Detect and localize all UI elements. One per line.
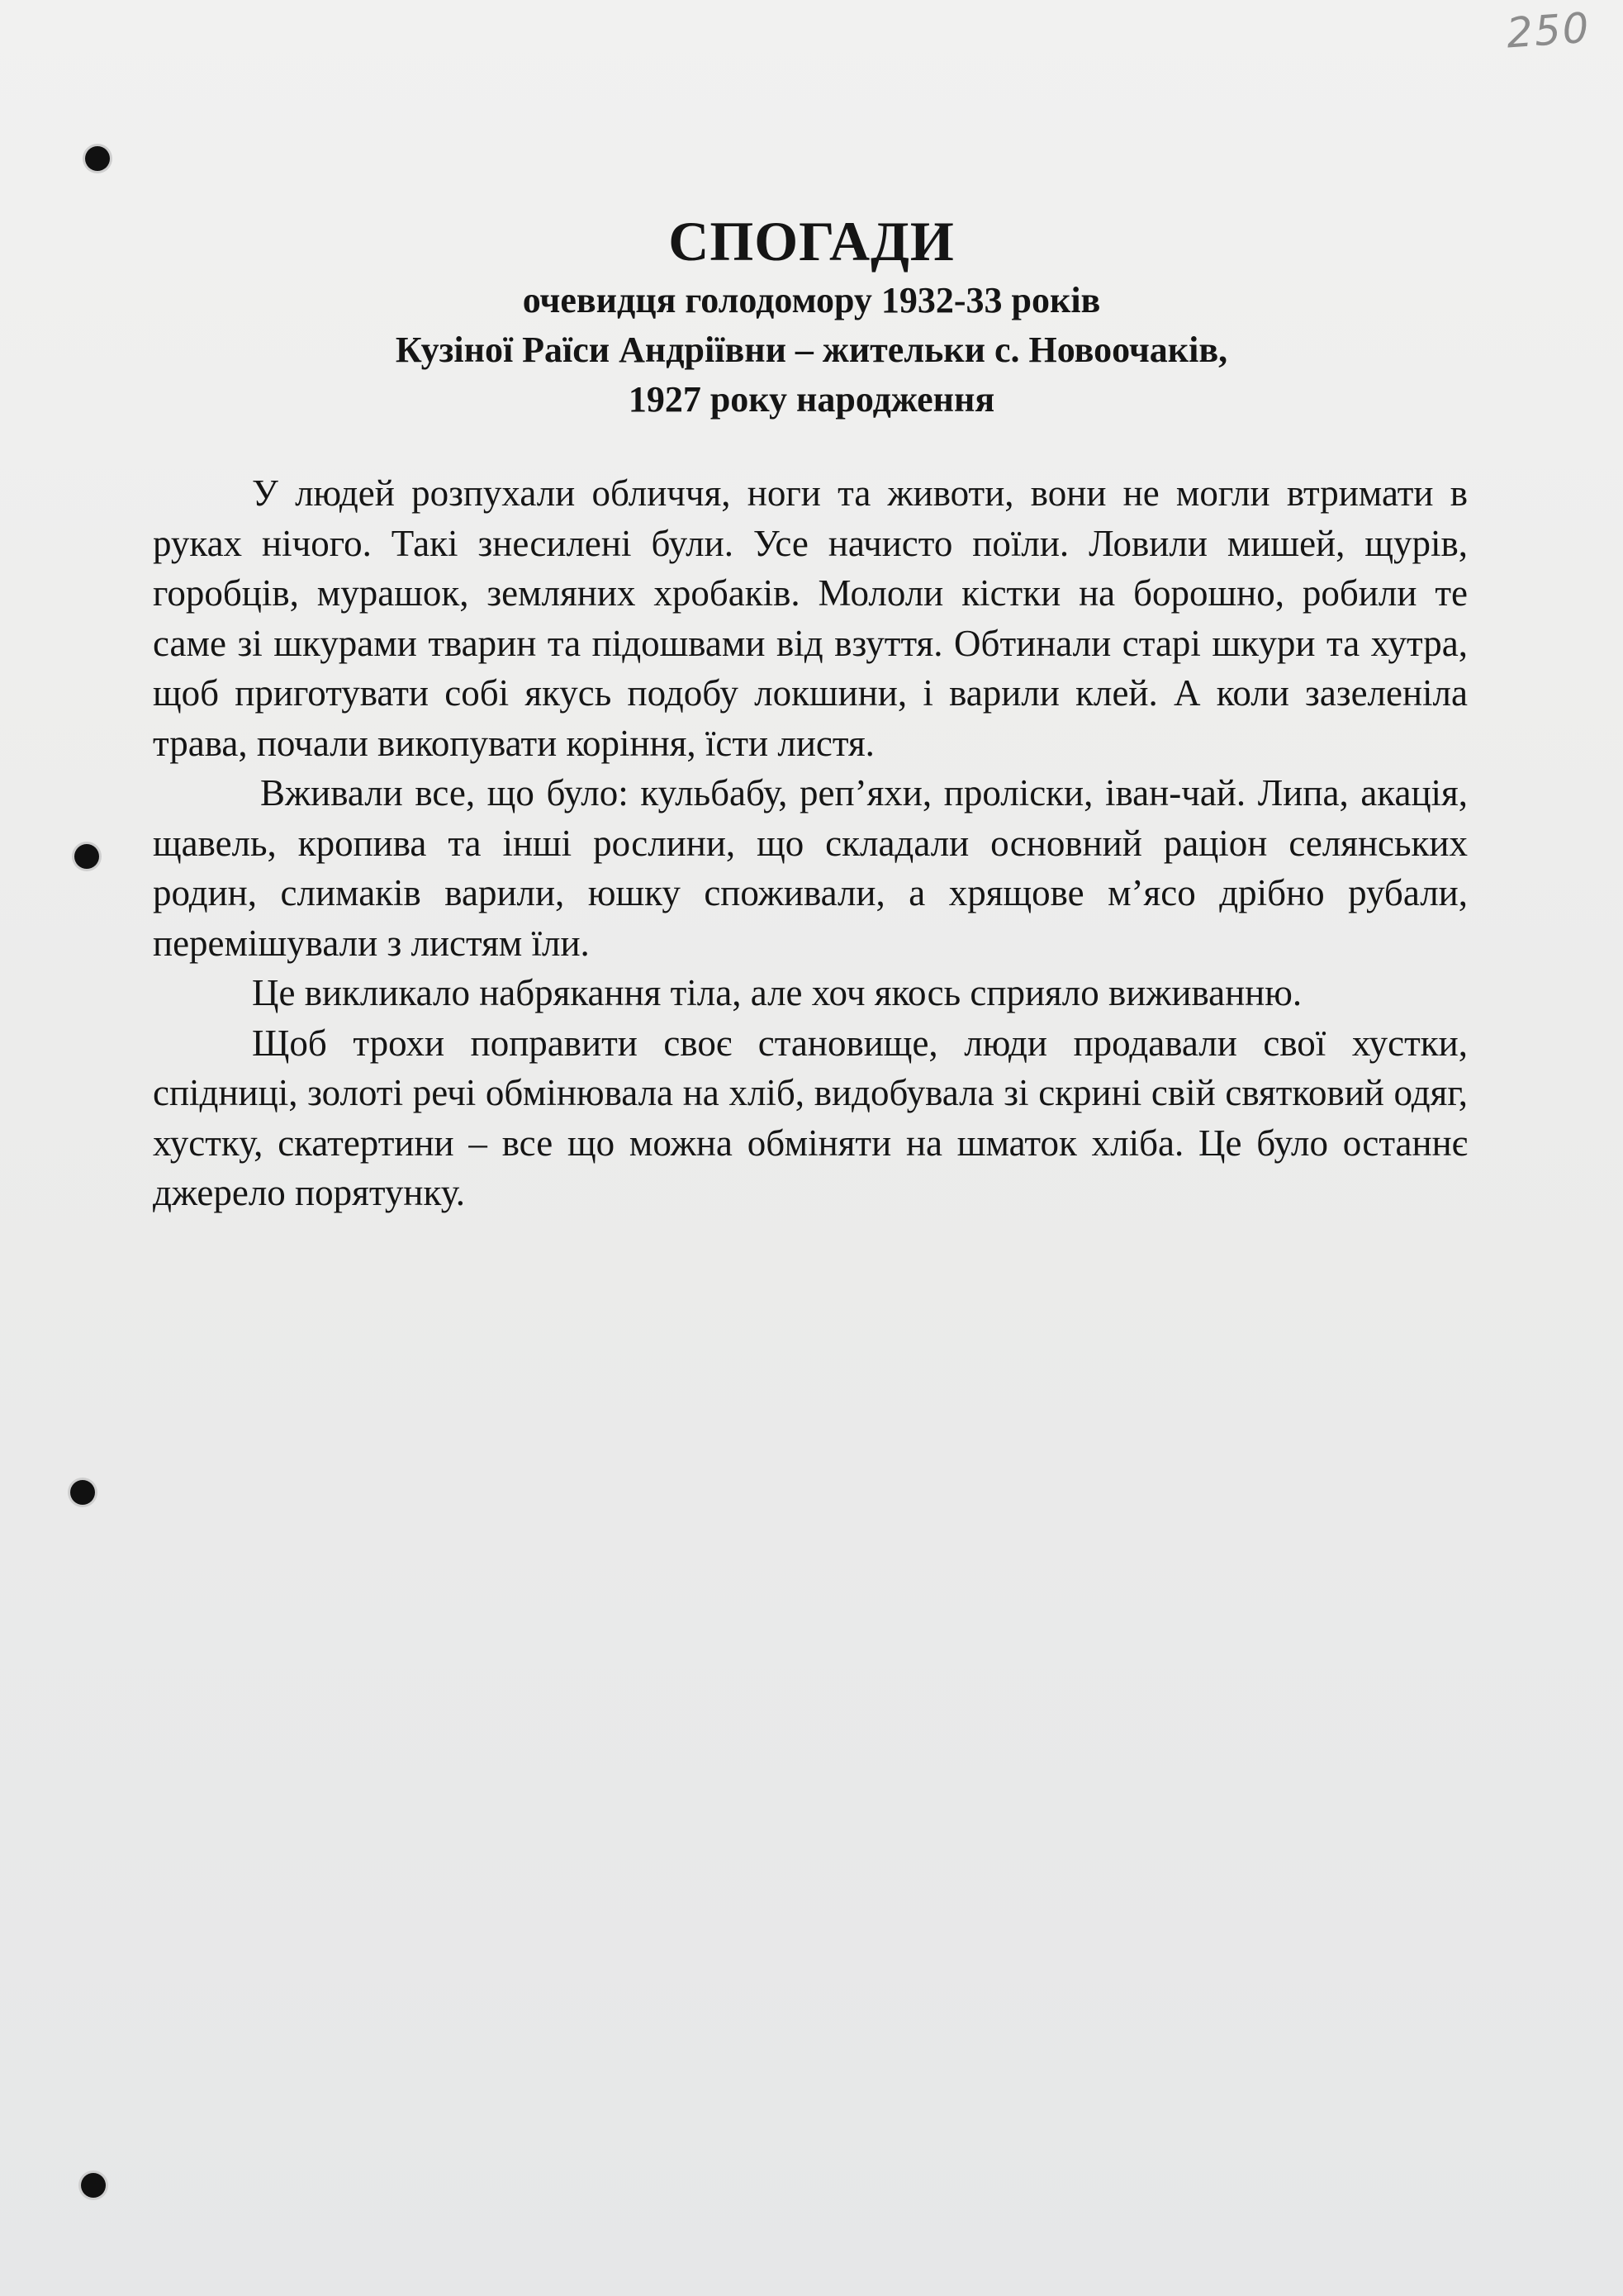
page-number: 250 [1504,3,1592,58]
paragraph: Щоб трохи поправити своє становище, люди продавали свої хустки, спідниці, золоті речі обмінювала на хліб, видобувала зі скрині свій святковий одяг, хустку, скатертини – все що можна обміняти на шматок хліба. Це було останнє джерело порятунку. [153,1022,1468,1213]
document-body [153,468,1468,1218]
punch-hole [85,146,110,171]
subtitle-line-1: очевидця голодомору 1932-33 років [522,280,1101,320]
paragraph: Вживали все, що було: кульбабу, реп’яхи, проліски, іван-чай. Липа, акація, щавель, кропива та інші рослини, що складали основний раціон селянських родин, слимаків варили, юшку споживали, а хрящове м’ясо дрібно рубали, перемішували з листям їли. [153,772,1468,964]
punch-hole [70,1480,95,1505]
subtitle-line-3: 1927 року народження [628,379,995,420]
paragraph: Це викликало набрякання тіла, але хоч якось сприяло виживанню. [252,972,1303,1013]
document-header [149,206,1474,425]
paragraph: У людей розпухали обличчя, ноги та животи, вони не могли втримати в руках нічого. Такі знесилені були. Усе начисто поїли. Ловили мишей, щурів, горобців, мурашок, земляних хробаків. Мололи кістки на борошно, робили те саме зі шкурами тварин та підошвами від взуття. Обтинали старі шкури та хутра, щоб приготувати собі якусь подобу локшини, і варили клей. А коли зазеленіла трава, почали викопувати коріння, їсти листя. [153,472,1468,764]
punch-hole [81,2173,106,2198]
subtitle-line-2: Кузіної Раїси Андріївни – жительки с. Новоочаків, [395,330,1228,370]
document-title: СПОГАДИ [668,210,955,273]
punch-hole [74,844,99,869]
